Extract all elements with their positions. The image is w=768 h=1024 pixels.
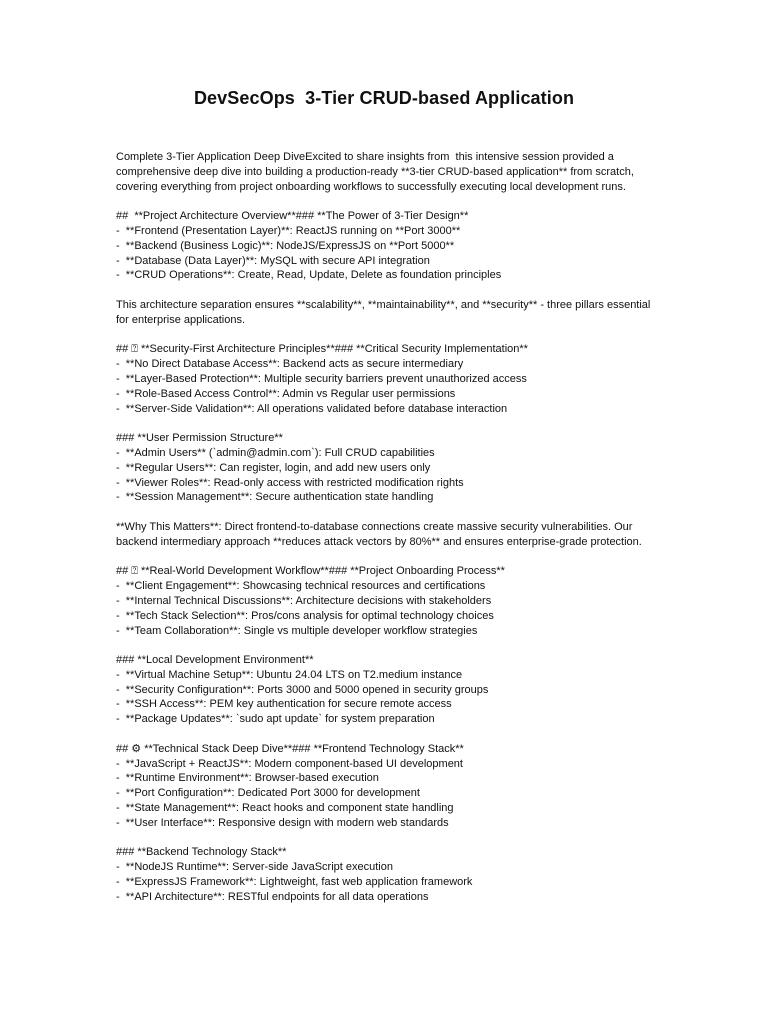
list-item: - **Backend (Business Logic)**: NodeJS/ExpressJS on **Port 5000** (116, 239, 455, 252)
list-item: - **Virtual Machine Setup**: Ubuntu 24.04 LTS on T2.medium instance (116, 668, 463, 681)
list-item: - **API Architecture**: RESTful endpoints for all data operations (116, 890, 429, 903)
list-item: - **NodeJS Runtime**: Server-side JavaScript execution (116, 861, 393, 874)
permissions-section (116, 431, 664, 505)
document-title: DevSecOps 3-Tier CRUD-based Application (193, 88, 575, 108)
tech-stack-section (116, 742, 664, 831)
architecture-section (116, 209, 664, 283)
list-item: - **Port Configuration**: Dedicated Port 3000 for development (116, 787, 420, 800)
section-heading: ## ⍰ **Real-World Development Workflow**### **Project Onboarding Process** (116, 565, 505, 578)
security-section (116, 342, 664, 416)
list-item: - **Runtime Environment**: Browser-based execution (116, 772, 379, 785)
intro-paragraph: Complete 3-Tier Application Deep DiveExcited to share insights from this intensive session provided a comprehensive deep dive into building a production-ready **3-tier CRUD-based application** from scratch, covering everything from project onboarding workflows to successfully executing local development runs. (116, 151, 637, 193)
section-heading: ### **Backend Technology Stack** (116, 846, 287, 859)
list-item: - **Frontend (Presentation Layer)**: ReactJS running on **Port 3000** (116, 224, 461, 237)
local-env-section (116, 653, 664, 727)
list-item: - **Viewer Roles**: Read-only access with restricted modification rights (116, 476, 464, 489)
separation-paragraph: This architecture separation ensures **scalability**, **maintainability**, and **security** - three pillars essential for enterprise applications. (116, 298, 654, 326)
list-item: - **ExpressJS Framework**: Lightweight, fast web application framework (116, 876, 473, 889)
list-item: - **Team Collaboration**: Single vs multiple developer workflow strategies (116, 624, 478, 637)
list-item: - **Database (Data Layer)**: MySQL with secure API integration (116, 254, 430, 267)
list-item: - **Server-Side Validation**: All operations validated before database interaction (116, 402, 508, 415)
section-heading: ### **Local Development Environment** (116, 654, 314, 667)
list-item: - **Session Management**: Secure authentication state handling (116, 491, 434, 504)
backend-section (116, 845, 664, 904)
list-item: - **CRUD Operations**: Create, Read, Update, Delete as foundation principles (116, 269, 502, 282)
list-item: - **Regular Users**: Can register, login, and add new users only (116, 461, 431, 474)
list-item: - **No Direct Database Access**: Backend acts as secure intermediary (116, 358, 464, 371)
section-heading: ### **User Permission Structure** (116, 432, 283, 445)
list-item: - **Role-Based Access Control**: Admin vs Regular user permissions (116, 387, 456, 400)
list-item: - **Client Engagement**: Showcasing technical resources and certifications (116, 580, 486, 593)
why-paragraph: **Why This Matters**: Direct frontend-to-database connections create massive security vulnerabilities. Our backend intermediary approach **reduces attack vectors by 80%** and ensures enterprise-grade protection. (116, 520, 642, 548)
workflow-section (116, 564, 664, 638)
list-item: - **User Interface**: Responsive design with modern web standards (116, 816, 449, 829)
list-item: - **Admin Users** (`admin@admin.com`): Full CRUD capabilities (116, 446, 435, 459)
list-item: - **Security Configuration**: Ports 3000 and 5000 opened in security groups (116, 683, 489, 696)
document-body (116, 150, 664, 919)
list-item: - **State Management**: React hooks and component state handling (116, 802, 454, 815)
section-heading: ## ⍰ **Security-First Architecture Principles**### **Critical Security Implementation** (116, 343, 528, 356)
section-heading: ## **Project Architecture Overview**### **The Power of 3-Tier Design** (116, 210, 469, 223)
list-item: - **Tech Stack Selection**: Pros/cons analysis for optimal technology choices (116, 609, 494, 622)
list-item: - **Package Updates**: `sudo apt update` for system preparation (116, 713, 435, 726)
list-item: - **Internal Technical Discussions**: Architecture decisions with stakeholders (116, 594, 492, 607)
list-item: - **Layer-Based Protection**: Multiple security barriers prevent unauthorized access (116, 372, 527, 385)
list-item: - **SSH Access**: PEM key authentication for secure remote access (116, 698, 452, 711)
list-item: - **JavaScript + ReactJS**: Modern component-based UI development (116, 757, 463, 770)
section-heading: ## ⚙ **Technical Stack Deep Dive**### **Frontend Technology Stack** (116, 742, 464, 755)
